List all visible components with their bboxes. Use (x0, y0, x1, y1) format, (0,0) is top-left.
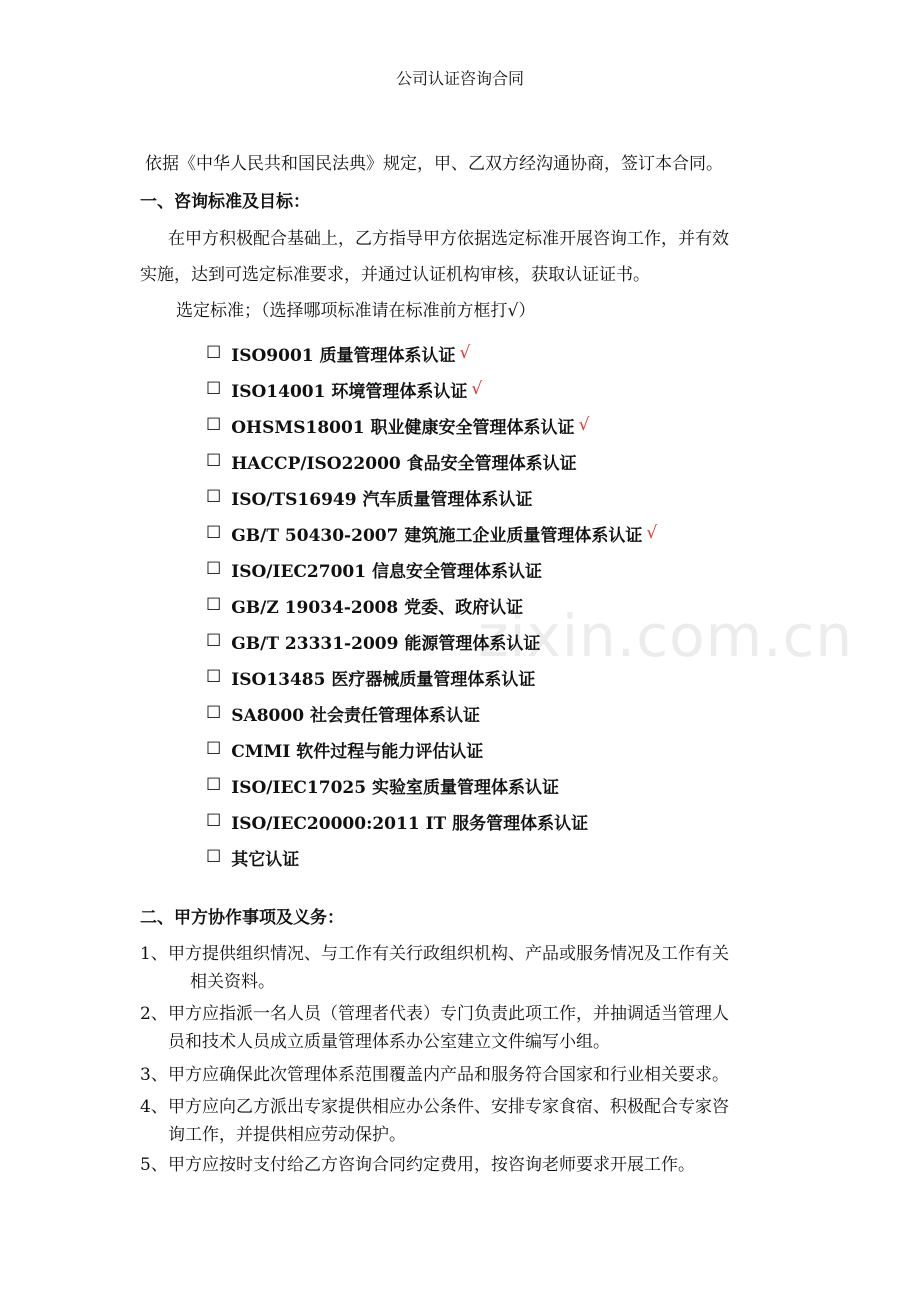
standard-checklist-item (206, 551, 657, 587)
section2-heading: 二、甲方协作事项及义务： (140, 908, 344, 928)
standard-label: HACCP/ISO22000 食品安全管理体系认证 (231, 453, 577, 474)
checkbox-icon[interactable]: ☐ (206, 487, 222, 507)
intro-paragraph: 依据《中华人民共和国民法典》规定，甲、乙双方经沟通协商，签订本合同。 (145, 154, 723, 174)
checkbox-icon[interactable]: ☐ (206, 775, 222, 795)
standard-label: ISO/IEC27001 信息安全管理体系认证 (231, 561, 542, 582)
checkmark-icon: √ (459, 343, 471, 363)
checkbox-icon[interactable]: ☐ (206, 631, 222, 651)
obligation-text-line1: 甲方提供组织情况、与工作有关行政组织机构、产品或服务情况及工作有关 (168, 944, 729, 964)
standard-label: GB/Z 19034-2008 党委、政府认证 (231, 597, 524, 618)
obligation-number: 3、 (140, 1065, 168, 1085)
checkbox-icon[interactable]: ☐ (206, 847, 222, 867)
checkbox-icon[interactable]: ☐ (206, 811, 222, 831)
standard-label: ISO9001 质量管理体系认证 (231, 345, 456, 366)
standard-checklist-item (206, 839, 657, 875)
obligation-text-line2: 相关资料。 (190, 972, 275, 992)
checkbox-icon[interactable]: ☐ (206, 415, 222, 435)
obligation-number: 1、 (140, 944, 168, 964)
checkbox-icon[interactable]: ☐ (206, 523, 222, 543)
checkbox-icon[interactable]: ☐ (206, 739, 222, 759)
standard-checklist-item (206, 335, 657, 371)
section1-paragraph-line2: 实施，达到可选定标准要求，并通过认证机构审核，获取认证证书。 (140, 265, 650, 285)
checkbox-icon[interactable]: ☐ (206, 343, 222, 363)
obligation-number: 2、 (140, 1004, 168, 1024)
checkbox-icon[interactable]: ☐ (206, 595, 222, 615)
checkbox-icon[interactable]: ☐ (206, 451, 222, 471)
standard-checklist-item (206, 587, 657, 623)
checkbox-icon[interactable]: ☐ (206, 667, 222, 687)
checkmark-icon: √ (471, 379, 483, 399)
standard-label: ISO/IEC20000:2011 IT 服务管理体系认证 (231, 813, 589, 834)
standard-label: OHSMS18001 职业健康安全管理体系认证 (231, 417, 575, 438)
obligation-item-4 (140, 1093, 790, 1149)
obligation-text-line2: 询工作，并提供相应劳动保护。 (168, 1125, 406, 1145)
select-standard-note: 选定标准；（选择哪项标准请在标准前方框打√） (176, 301, 536, 321)
standard-checklist-item (206, 767, 657, 803)
standard-label: ISO13485 医疗器械质量管理体系认证 (231, 669, 536, 690)
standard-checklist-item (206, 803, 657, 839)
standard-label: GB/T 50430-2007 建筑施工企业质量管理体系认证 (231, 525, 643, 546)
standard-checklist-item (206, 443, 657, 479)
standard-checklist-item (206, 623, 657, 659)
obligation-item-2 (140, 1000, 790, 1056)
checkmark-icon: √ (578, 415, 590, 435)
standard-checklist-item (206, 371, 657, 407)
standard-label: ISO/IEC17025 实验室质量管理体系认证 (231, 777, 559, 798)
section1-paragraph-line1: 在甲方积极配合基础上，乙方指导甲方依据选定标准开展咨询工作，并有效 (168, 229, 729, 249)
obligation-text-line1: 甲方应确保此次管理体系范围覆盖内产品和服务符合国家和行业相关要求。 (168, 1065, 729, 1085)
document-title: 公司认证咨询合同 (395, 69, 524, 88)
standard-label: ISO/TS16949 汽车质量管理体系认证 (231, 489, 533, 510)
obligation-item-3 (140, 1061, 790, 1089)
standard-label: CMMI 软件过程与能力评估认证 (231, 741, 484, 762)
standard-checklist-item (206, 659, 657, 695)
checkbox-icon[interactable]: ☐ (206, 559, 222, 579)
standard-checklist-item (206, 479, 657, 515)
standard-label: GB/T 23331-2009 能源管理体系认证 (231, 633, 541, 654)
standard-checklist-item (206, 515, 657, 551)
obligation-number: 4、 (140, 1097, 168, 1117)
standards-checklist (206, 335, 657, 875)
obligation-number: 5、 (140, 1155, 168, 1175)
standard-label: 其它认证 (231, 849, 300, 870)
obligation-text-line1: 甲方应向乙方派出专家提供相应办公条件、安排专家食宿、积极配合专家咨 (168, 1097, 729, 1117)
checkmark-icon: √ (646, 523, 658, 543)
obligation-text-line1: 甲方应指派一名人员（管理者代表）专门负责此项工作，并抽调适当管理人 (168, 1004, 729, 1024)
obligation-text-line1: 甲方应按时支付给乙方咨询合同约定费用，按咨询老师要求开展工作。 (168, 1155, 695, 1175)
standard-label: ISO14001 环境管理体系认证 (231, 381, 468, 402)
checkbox-icon[interactable]: ☐ (206, 703, 222, 723)
obligation-text-line2: 员和技术人员成立质量管理体系办公室建立文件编写小组。 (168, 1032, 610, 1052)
standard-label: SA8000 社会责任管理体系认证 (231, 705, 480, 726)
standard-checklist-item (206, 407, 657, 443)
obligation-item-5 (140, 1151, 790, 1179)
watermark: zixin.com.cn (478, 602, 854, 670)
obligation-item-1 (140, 940, 790, 996)
section1-heading: 一、咨询标准及目标： (140, 192, 310, 212)
standard-checklist-item (206, 695, 657, 731)
standard-checklist-item (206, 731, 657, 767)
checkbox-icon[interactable]: ☐ (206, 379, 222, 399)
